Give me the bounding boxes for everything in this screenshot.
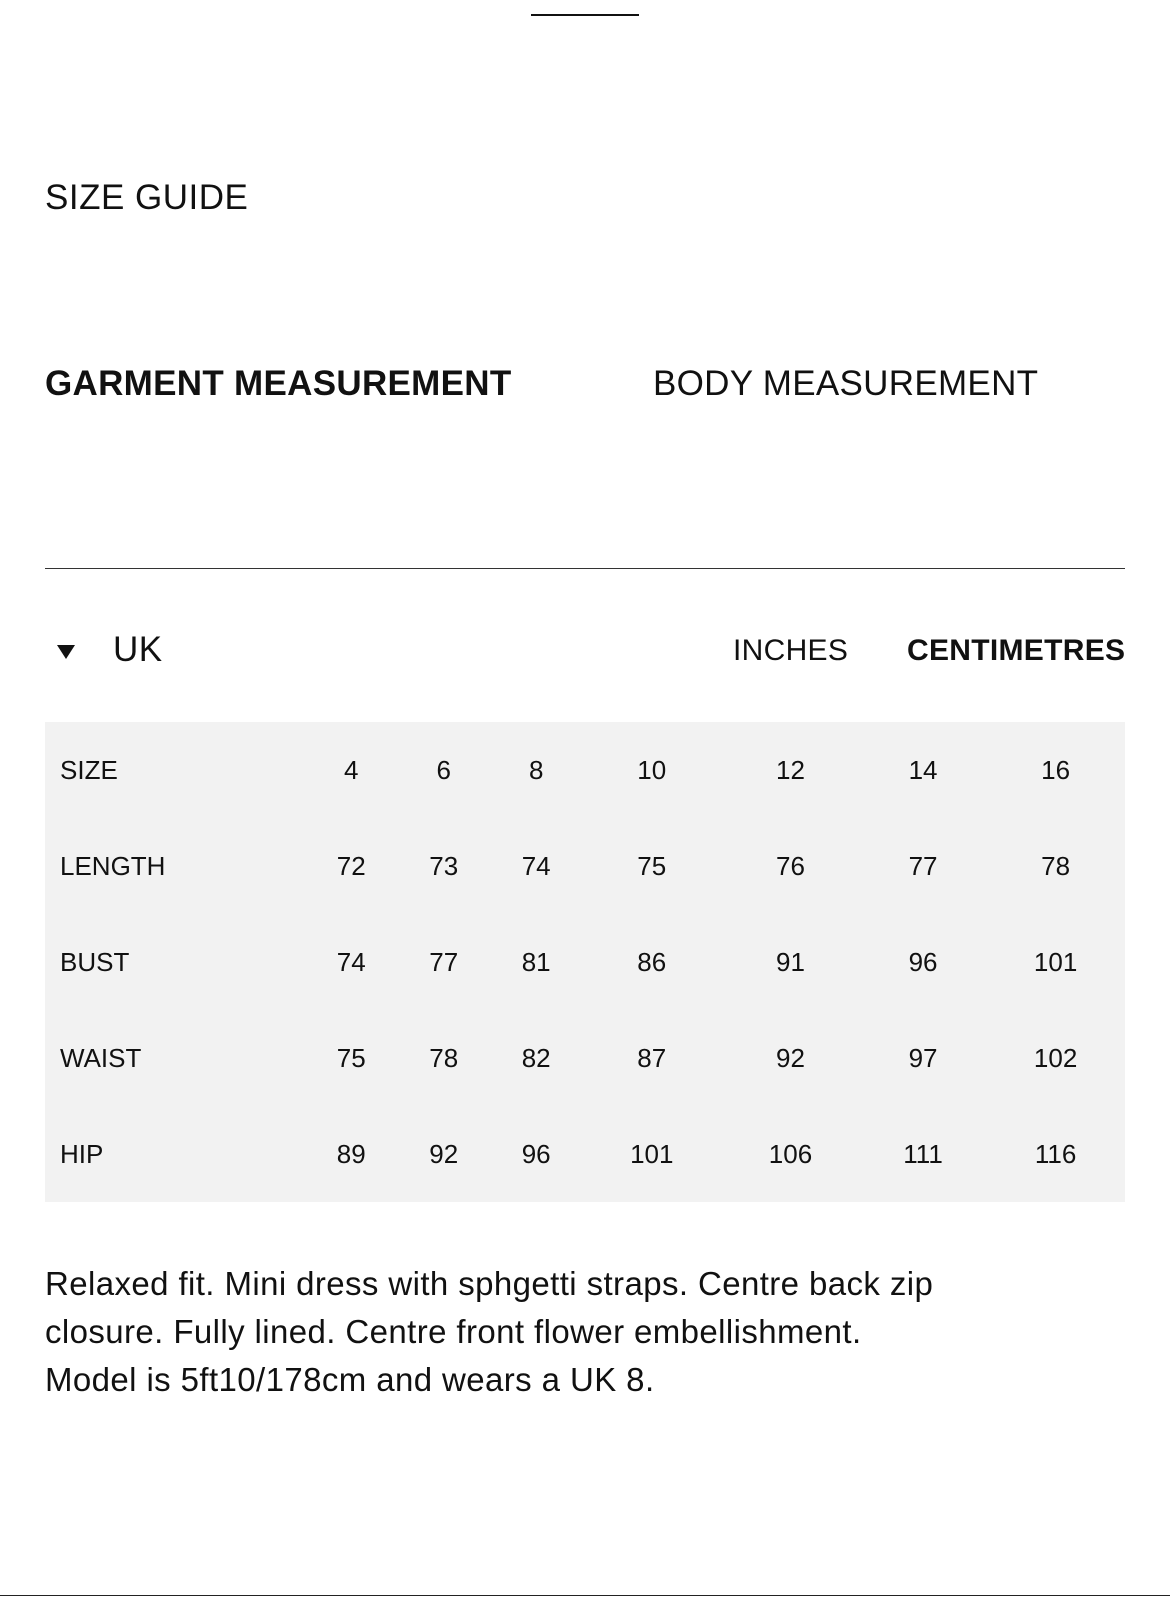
table-cell: 92 (429, 1138, 459, 1169)
table-cell: 73 (429, 850, 459, 881)
table-cell: 16 (1041, 754, 1071, 785)
row-label: HIP (60, 1138, 104, 1169)
table-cell: 78 (1041, 850, 1071, 881)
table-cell: 10 (637, 754, 667, 785)
unit-toggle-centimetres[interactable]: CENTIMETRES (907, 634, 1126, 667)
table-cell: 75 (637, 850, 667, 881)
table-cell: 96 (521, 1138, 551, 1169)
sheet-drag-handle[interactable] (531, 14, 639, 16)
table-cell: 101 (630, 1138, 674, 1169)
tab-body-measurement[interactable]: BODY MEASUREMENT (653, 364, 1039, 403)
table-cell: 4 (344, 754, 359, 785)
table-cell: 102 (1033, 1042, 1078, 1073)
table-cell: 111 (903, 1138, 943, 1169)
table-cell: 6 (436, 754, 451, 785)
table-cell: 91 (776, 946, 805, 977)
table-cell: 14 (908, 754, 938, 785)
table-cell: 72 (336, 850, 366, 881)
table-cell: 89 (336, 1138, 366, 1169)
table-cell: 82 (521, 1042, 551, 1073)
table-row (45, 818, 1125, 914)
table-row (45, 722, 1125, 818)
row-label: BUST (60, 946, 130, 977)
table-cell: 87 (637, 1042, 667, 1073)
row-label: LENGTH (60, 850, 166, 881)
table-cell: 106 (768, 1138, 813, 1169)
tab-garment-measurement[interactable]: GARMENT MEASUREMENT (45, 364, 512, 403)
product-description: Relaxed fit. Mini dress with sphgetti straps. Centre back zip closure. Fully lined. Centre front flower embellishment. Model is 5ft10/178cm and wears a UK 8. (45, 1265, 934, 1398)
caret-down-icon (57, 645, 75, 659)
table-row (45, 914, 1125, 1010)
table-cell: 12 (776, 754, 805, 785)
region-select[interactable] (57, 630, 163, 670)
table-cell: 8 (528, 754, 544, 785)
section-divider (45, 568, 1125, 569)
table-cell: 74 (336, 946, 366, 977)
table-row (45, 1106, 1125, 1202)
table-cell: 81 (521, 946, 551, 977)
table-cell: 97 (908, 1042, 938, 1073)
table-cell: 78 (429, 1042, 459, 1073)
table-row (45, 1010, 1125, 1106)
table-cell: 101 (1033, 946, 1078, 977)
row-label: WAIST (60, 1042, 142, 1073)
bottom-divider (0, 1595, 1170, 1596)
table-cell: 86 (637, 946, 667, 977)
table-cell: 116 (1034, 1138, 1077, 1169)
table-cell: 92 (776, 1042, 805, 1073)
page-title: SIZE GUIDE (45, 178, 249, 217)
unit-toggle-inches[interactable]: INCHES (733, 634, 849, 667)
table-cell: 74 (521, 850, 551, 881)
region-selected-value: UK (113, 630, 163, 669)
table-cell: 76 (776, 850, 805, 881)
size-table (45, 722, 1125, 1202)
table-cell: 96 (908, 946, 938, 977)
table-cell: 75 (336, 1042, 366, 1073)
table-cell: 77 (429, 946, 459, 977)
table-cell: 77 (908, 850, 938, 881)
row-label: SIZE (60, 754, 118, 785)
